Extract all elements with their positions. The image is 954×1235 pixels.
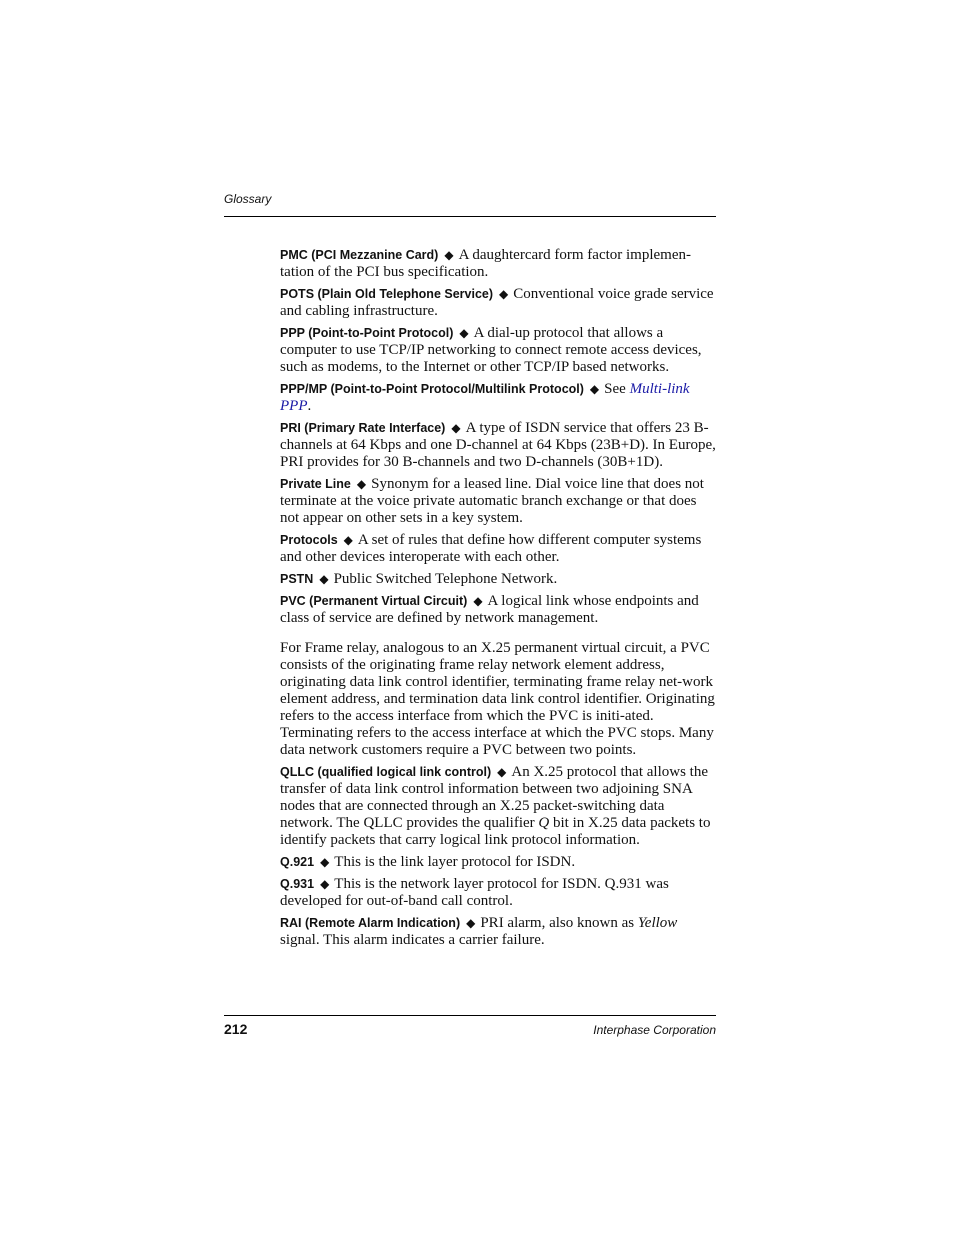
glossary-definition: A type of ISDN service that offers 23 B-channels at 64 Kbps and one D-channel at 64 Kbps (23B+D). In Europe, PRI provides for 30 B-channels and two D-channels (30B+1D). [280,420,716,470]
glossary-entry-pmc [280,247,716,281]
glossary-term: PPP (Point-to-Point Protocol) [280,326,454,340]
diamond-bullet-icon: ◆ [320,877,330,891]
glossary-term: RAI (Remote Alarm Indication) [280,916,461,930]
glossary-term: QLLC (qualified logical link control) [280,765,492,779]
glossary-definition: Public Switched Telephone Network. [333,571,558,587]
glossary-definition: Synonym for a leased line. Dial voice line that does not terminate at the voice private automatic branch exchange or that does not appear on other sets in a key system. [280,476,704,526]
glossary-entry-ppp-mp [280,381,716,415]
page-number: 212 [224,1021,248,1037]
glossary-entry-rai [280,915,716,949]
multi-link-ppp-link[interactable]: Multi-link PPP [280,381,690,414]
publisher-name: Interphase Corporation [593,1023,716,1037]
glossary-definition-continued: bit in X.25 data packets to identify packets that carry logical link protocol information. [280,815,711,848]
glossary-entry-pstn [280,571,716,588]
glossary-term: PMC (PCI Mezzanine Card) [280,248,439,262]
glossary-definition-continued: signal. This alarm indicates a carrier failure. [280,932,545,948]
glossary-definition: A daughtercard form factor implemen-tation of the PCI bus specification. [280,247,691,280]
footer-rule [224,1015,716,1016]
glossary-term: Private Line [280,477,351,491]
diamond-bullet-icon: ◆ [319,572,329,586]
running-head: Glossary [224,192,272,206]
glossary-term: Q.931 [280,877,315,891]
glossary-entry-ppp [280,325,716,376]
see-prefix: See [604,381,626,397]
glossary-term: PRI (Primary Rate Interface) [280,421,446,435]
diamond-bullet-icon: ◆ [343,533,353,547]
glossary-entry-private-line [280,476,716,527]
glossary-entry-pots [280,286,716,320]
glossary-term: PVC (Permanent Virtual Circuit) [280,594,468,608]
glossary-definition: This is the network layer protocol for ISDN. Q.931 was developed for out-of-band call control. [280,876,669,909]
diamond-bullet-icon: ◆ [459,326,469,340]
diamond-bullet-icon: ◆ [320,855,330,869]
glossary-term: Q.921 [280,855,315,869]
glossary-term: PPP/MP (Point-to-Point Protocol/Multilink Protocol) [280,382,584,396]
diamond-bullet-icon: ◆ [356,477,367,491]
italic-term: Q [538,815,550,831]
glossary-entry-pvc [280,593,716,627]
glossary-definition: PRI alarm, also known as [480,915,635,931]
glossary-definition: A set of rules that define how different computer systems and other devices interoperate with each other. [280,532,702,565]
glossary-definition: Conventional voice grade service and cabling infrastructure. [280,286,714,319]
diamond-bullet-icon: ◆ [466,916,476,930]
glossary-term: POTS (Plain Old Telephone Service) [280,287,494,301]
glossary-entry-qllc [280,764,716,849]
diamond-bullet-icon: ◆ [444,248,454,262]
diamond-bullet-icon: ◆ [451,421,461,435]
glossary-entry-q921 [280,854,716,871]
glossary-definition: A logical link whose endpoints and class of service are defined by network management. [280,593,699,626]
glossary-definition: This is the link layer protocol for ISDN. [334,854,576,870]
glossary-definition: An X.25 protocol that allows the transfer of data link control information between two adjoining SNA nodes that are connected through an X.25 packet-switching data network. The QLLC provides the qualifier [280,764,708,831]
diamond-bullet-icon: ◆ [589,382,600,396]
glossary-entry-pri [280,420,716,471]
diamond-bullet-icon: ◆ [499,287,509,301]
glossary-body [280,247,716,954]
glossary-entry-protocols [280,532,716,566]
pvc-frame-relay-paragraph: For Frame relay, analogous to an X.25 permanent virtual circuit, a PVC consists of the originating frame relay network element address, originating data link control identifier, terminating frame relay net-work element address, and termination data link control identifier. Originating refers to the access interface from which the PVC is initi-ated. Terminating refers to the access interface at which the PVC stops. Many data network customers require a PVC between two points. [280,640,715,758]
italic-term: Yellow [637,915,678,931]
glossary-entry-q931 [280,876,716,910]
glossary-term: Protocols [280,533,338,547]
diamond-bullet-icon: ◆ [497,765,507,779]
link-suffix: . [307,398,312,414]
diamond-bullet-icon: ◆ [473,594,483,608]
header-rule [224,216,716,217]
glossary-definition: A dial-up protocol that allows a computer to use TCP/IP networking to connect remote access devices, such as modems, to the Internet or other TCP/IP based networks. [280,325,702,375]
glossary-term: PSTN [280,572,314,586]
